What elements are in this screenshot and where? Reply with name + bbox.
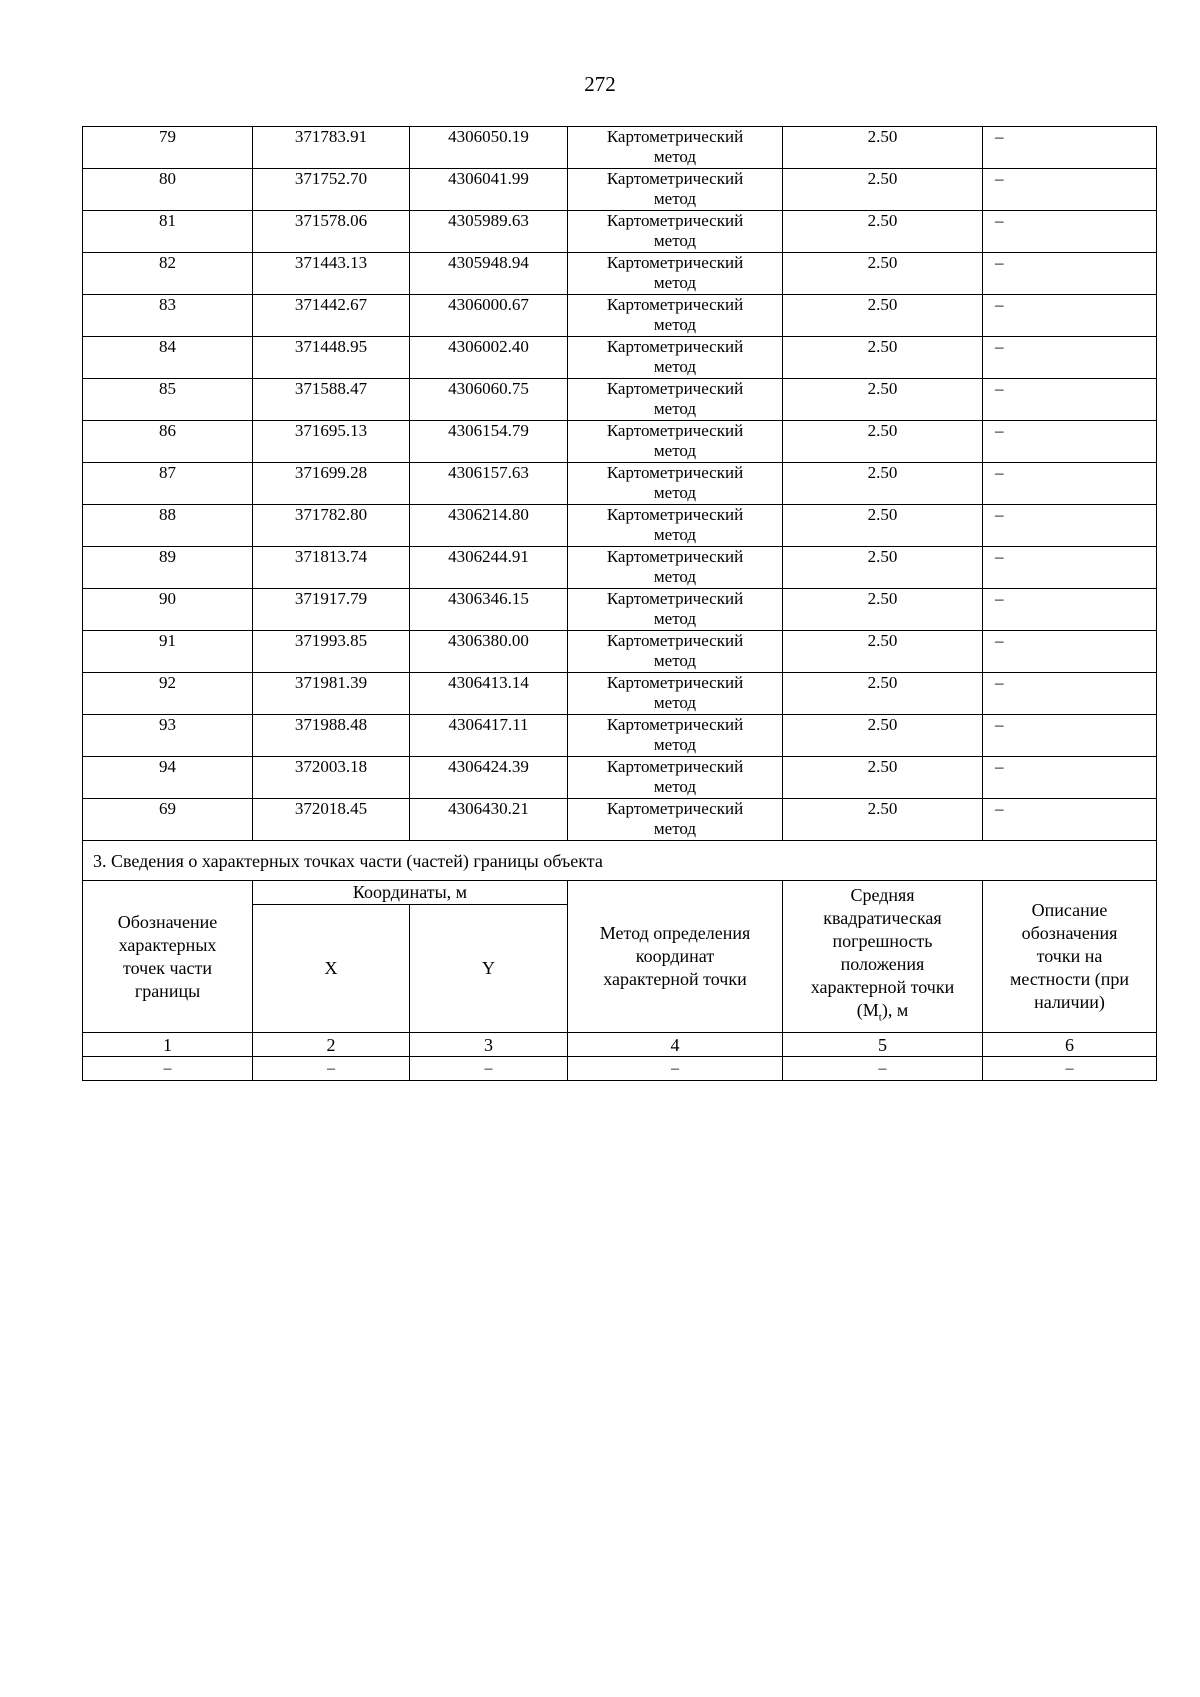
method-cell: Картометрический метод [568,673,783,715]
error-cell: 2.50 [783,253,983,295]
header-error-tail: ), м [881,999,909,1020]
empty-data-row [83,1057,1157,1081]
description-cell: – [983,631,1157,673]
method-cell: Картометрический метод [568,295,783,337]
method-cell: Картометрический метод [568,127,783,169]
error-cell: 2.50 [783,211,983,253]
section-3-title: 3. Сведения о характерных точках части (частей) границы объекта [83,841,1157,881]
column-number: 3 [410,1033,568,1057]
method-cell: Картометрический метод [568,253,783,295]
point-number-cell: 92 [83,673,253,715]
header-x: X [253,905,410,1033]
point-number-cell: 91 [83,631,253,673]
x-coordinate-cell: 372003.18 [253,757,410,799]
header-method: Метод определения координат характерной точки [568,881,783,1033]
empty-cell: – [568,1057,783,1081]
y-coordinate-cell: 4306430.21 [410,799,568,841]
error-cell: 2.50 [783,547,983,589]
description-cell: – [983,337,1157,379]
x-coordinate-cell: 371782.80 [253,505,410,547]
error-cell: 2.50 [783,757,983,799]
error-cell: 2.50 [783,799,983,841]
x-coordinate-cell: 371783.91 [253,127,410,169]
column-number: 5 [783,1033,983,1057]
point-number-cell: 82 [83,253,253,295]
method-cell: Картометрический метод [568,799,783,841]
method-cell: Картометрический метод [568,379,783,421]
x-coordinate-cell: 371752.70 [253,169,410,211]
y-coordinate-cell: 4306041.99 [410,169,568,211]
error-cell: 2.50 [783,295,983,337]
table-row [83,505,1157,547]
table-row [83,253,1157,295]
header-description: Описание обозначения точки на местности (при наличии) [983,881,1157,1033]
header-y: Y [410,905,568,1033]
page-number: 272 [584,72,616,96]
error-cell: 2.50 [783,505,983,547]
method-cell: Картометрический метод [568,547,783,589]
point-number-cell: 90 [83,589,253,631]
error-cell: 2.50 [783,421,983,463]
point-number-cell: 86 [83,421,253,463]
description-cell: – [983,169,1157,211]
point-number-cell: 80 [83,169,253,211]
point-number-cell: 79 [83,127,253,169]
header-error [783,881,983,1033]
description-cell: – [983,211,1157,253]
x-coordinate-cell: 372018.45 [253,799,410,841]
point-number-cell: 93 [83,715,253,757]
header-designation: Обозначение характерных точек части границы [83,881,253,1033]
description-cell: – [983,673,1157,715]
empty-cell: – [983,1057,1157,1081]
table-row [83,799,1157,841]
point-number-cell: 88 [83,505,253,547]
x-coordinate-cell: 371813.74 [253,547,410,589]
boundary-points-table [82,126,1157,1081]
description-cell: – [983,715,1157,757]
point-number-cell: 83 [83,295,253,337]
x-coordinate-cell: 371448.95 [253,337,410,379]
error-cell: 2.50 [783,715,983,757]
x-coordinate-cell: 371917.79 [253,589,410,631]
table-row [83,211,1157,253]
y-coordinate-cell: 4306417.11 [410,715,568,757]
y-coordinate-cell: 4305948.94 [410,253,568,295]
table-row [83,631,1157,673]
table-row [83,673,1157,715]
description-cell: – [983,589,1157,631]
table-row [83,715,1157,757]
y-coordinate-cell: 4306060.75 [410,379,568,421]
x-coordinate-cell: 371588.47 [253,379,410,421]
section-3-title-row [83,841,1157,881]
description-cell: – [983,295,1157,337]
section-3-block [83,841,1157,1081]
method-cell: Картометрический метод [568,169,783,211]
description-cell: – [983,421,1157,463]
description-cell: – [983,757,1157,799]
x-coordinate-cell: 371695.13 [253,421,410,463]
y-coordinate-cell: 4306050.19 [410,127,568,169]
y-coordinate-cell: 4306380.00 [410,631,568,673]
method-cell: Картометрический метод [568,337,783,379]
error-cell: 2.50 [783,127,983,169]
error-cell: 2.50 [783,673,983,715]
method-cell: Картометрический метод [568,463,783,505]
column-number: 6 [983,1033,1157,1057]
error-cell: 2.50 [783,463,983,505]
description-cell: – [983,505,1157,547]
section-3-header-row [83,881,1157,905]
x-coordinate-cell: 371699.28 [253,463,410,505]
method-cell: Картометрический метод [568,715,783,757]
point-number-cell: 94 [83,757,253,799]
column-number: 1 [83,1033,253,1057]
x-coordinate-cell: 371442.67 [253,295,410,337]
column-number-row [83,1033,1157,1057]
point-number-cell: 69 [83,799,253,841]
empty-cell: – [83,1057,253,1081]
header-error-subscript: t [878,1011,882,1024]
error-cell: 2.50 [783,589,983,631]
table-row [83,337,1157,379]
point-number-cell: 84 [83,337,253,379]
method-cell: Картометрический метод [568,757,783,799]
y-coordinate-cell: 4306154.79 [410,421,568,463]
table-row [83,463,1157,505]
description-cell: – [983,799,1157,841]
y-coordinate-cell: 4306002.40 [410,337,568,379]
column-number: 4 [568,1033,783,1057]
empty-cell: – [253,1057,410,1081]
error-cell: 2.50 [783,379,983,421]
column-number: 2 [253,1033,410,1057]
error-cell: 2.50 [783,631,983,673]
table-row [83,127,1157,169]
empty-cell: – [410,1057,568,1081]
table-row [83,547,1157,589]
y-coordinate-cell: 4305989.63 [410,211,568,253]
x-coordinate-cell: 371578.06 [253,211,410,253]
method-cell: Картометрический метод [568,505,783,547]
description-cell: – [983,547,1157,589]
y-coordinate-cell: 4306214.80 [410,505,568,547]
y-coordinate-cell: 4306413.14 [410,673,568,715]
x-coordinate-cell: 371993.85 [253,631,410,673]
table-row [83,295,1157,337]
x-coordinate-cell: 371981.39 [253,673,410,715]
description-cell: – [983,379,1157,421]
method-cell: Картометрический метод [568,631,783,673]
table-row [83,757,1157,799]
method-cell: Картометрический метод [568,211,783,253]
description-cell: – [983,253,1157,295]
point-number-cell: 89 [83,547,253,589]
method-cell: Картометрический метод [568,421,783,463]
y-coordinate-cell: 4306424.39 [410,757,568,799]
table-row [83,421,1157,463]
description-cell: – [983,463,1157,505]
method-cell: Картометрический метод [568,589,783,631]
empty-cell: – [783,1057,983,1081]
header-coordinates: Координаты, м [253,881,568,905]
table-row [83,379,1157,421]
y-coordinate-cell: 4306000.67 [410,295,568,337]
point-number-cell: 87 [83,463,253,505]
error-cell: 2.50 [783,169,983,211]
point-number-cell: 81 [83,211,253,253]
table-row [83,169,1157,211]
error-cell: 2.50 [783,337,983,379]
points-table-body [83,127,1157,841]
x-coordinate-cell: 371443.13 [253,253,410,295]
y-coordinate-cell: 4306244.91 [410,547,568,589]
header-error-main: Средняя квадратическая погрешность положения характерной точки (M [810,884,955,1020]
description-cell: – [983,127,1157,169]
x-coordinate-cell: 371988.48 [253,715,410,757]
table-row [83,589,1157,631]
point-number-cell: 85 [83,379,253,421]
y-coordinate-cell: 4306346.15 [410,589,568,631]
y-coordinate-cell: 4306157.63 [410,463,568,505]
